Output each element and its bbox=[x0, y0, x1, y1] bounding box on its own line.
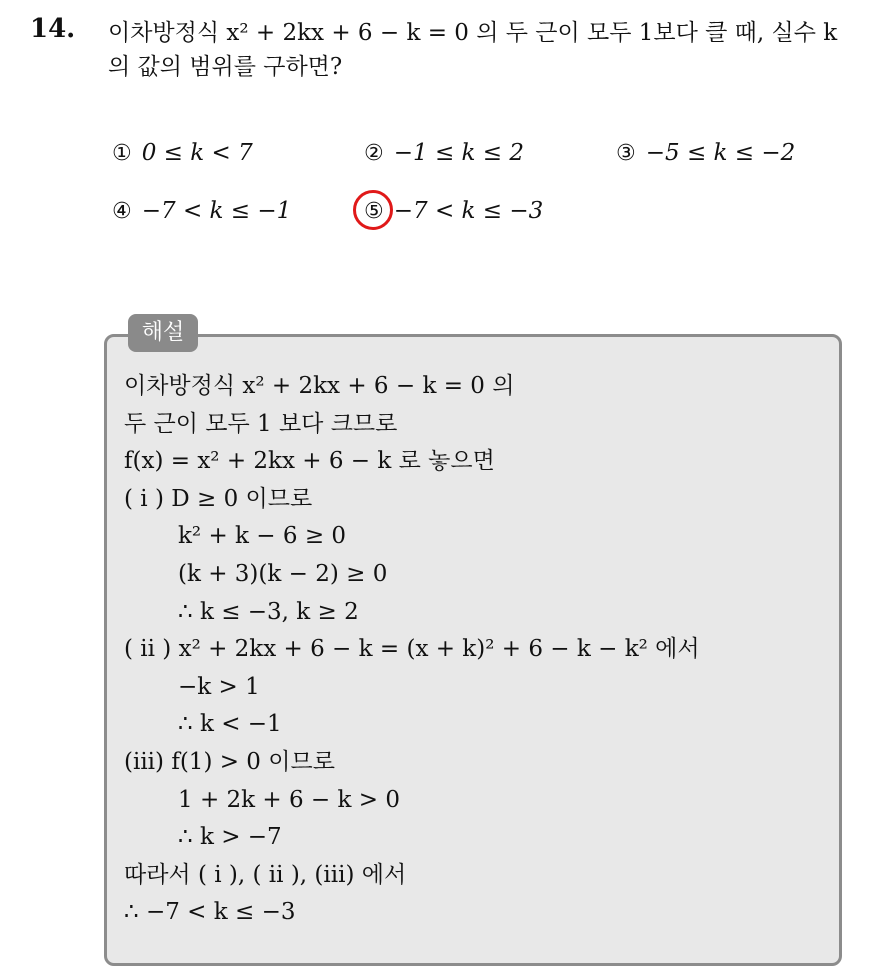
choice-text: −7 < k ≤ −1 bbox=[141, 198, 292, 224]
choice-text: −5 ≤ k ≤ −2 bbox=[645, 140, 796, 166]
question-text-line-2: 의 값의 범위를 구하면? bbox=[108, 54, 343, 80]
solution-line: f(x) = x² + 2kx + 6 − k 로 놓으면 bbox=[124, 448, 495, 475]
solution-line: ∴ k < −1 bbox=[178, 711, 282, 738]
solution-line: (k + 3)(k − 2) ≥ 0 bbox=[178, 560, 388, 587]
question-text bbox=[108, 16, 868, 84]
choice-1[interactable] bbox=[112, 140, 253, 166]
solution-line: 이차방정식 x² + 2kx + 6 − k = 0 의 bbox=[124, 373, 515, 399]
solution-line: 두 근이 모두 1 보다 크므로 bbox=[124, 410, 398, 437]
choice-2[interactable] bbox=[364, 140, 524, 166]
choice-text: 0 ≤ k < 7 bbox=[141, 140, 253, 166]
solution-line: 따라서 ( i ), ( ii ), (iii) 에서 bbox=[124, 861, 407, 888]
solution-line: ∴ −7 < k ≤ −3 bbox=[124, 899, 296, 926]
answer-choices bbox=[112, 140, 832, 250]
choice-5[interactable] bbox=[364, 198, 543, 224]
choice-number: ③ bbox=[616, 141, 636, 166]
solution-line: 1 + 2k + 6 − k > 0 bbox=[178, 786, 400, 813]
choice-text: −1 ≤ k ≤ 2 bbox=[393, 140, 524, 166]
question-number: 14. bbox=[30, 14, 76, 44]
choice-number: ② bbox=[364, 141, 384, 166]
choice-number: ① bbox=[112, 141, 132, 166]
choice-text: −7 < k ≤ −3 bbox=[393, 198, 544, 224]
question-text-line-1: 이차방정식 x² + 2kx + 6 − k = 0 의 두 근이 모두 1보다 클 때, 실수 k bbox=[108, 20, 838, 46]
solution-line: ∴ k > −7 bbox=[178, 824, 282, 851]
solution-line: −k > 1 bbox=[178, 673, 260, 700]
choice-3[interactable] bbox=[616, 140, 795, 166]
solution-line: k² + k − 6 ≥ 0 bbox=[178, 523, 347, 550]
choice-number: ⑤ bbox=[364, 199, 384, 224]
red-circle-mark-icon bbox=[353, 190, 393, 230]
solution-content bbox=[124, 368, 824, 932]
solution-line: ∴ k ≤ −3, k ≥ 2 bbox=[178, 598, 359, 625]
solution-line: (iii) f(1) > 0 이므로 bbox=[124, 748, 335, 775]
solution-line: ( ii ) x² + 2kx + 6 − k = (x + k)² + 6 − k − k² 에서 bbox=[124, 636, 700, 663]
selected-choice-wrapper bbox=[364, 198, 394, 224]
solution-label: 해설 bbox=[128, 314, 198, 352]
choice-4[interactable] bbox=[112, 198, 291, 224]
solution-line: ( i ) D ≥ 0 이므로 bbox=[124, 485, 313, 512]
choice-number: ④ bbox=[112, 199, 132, 224]
